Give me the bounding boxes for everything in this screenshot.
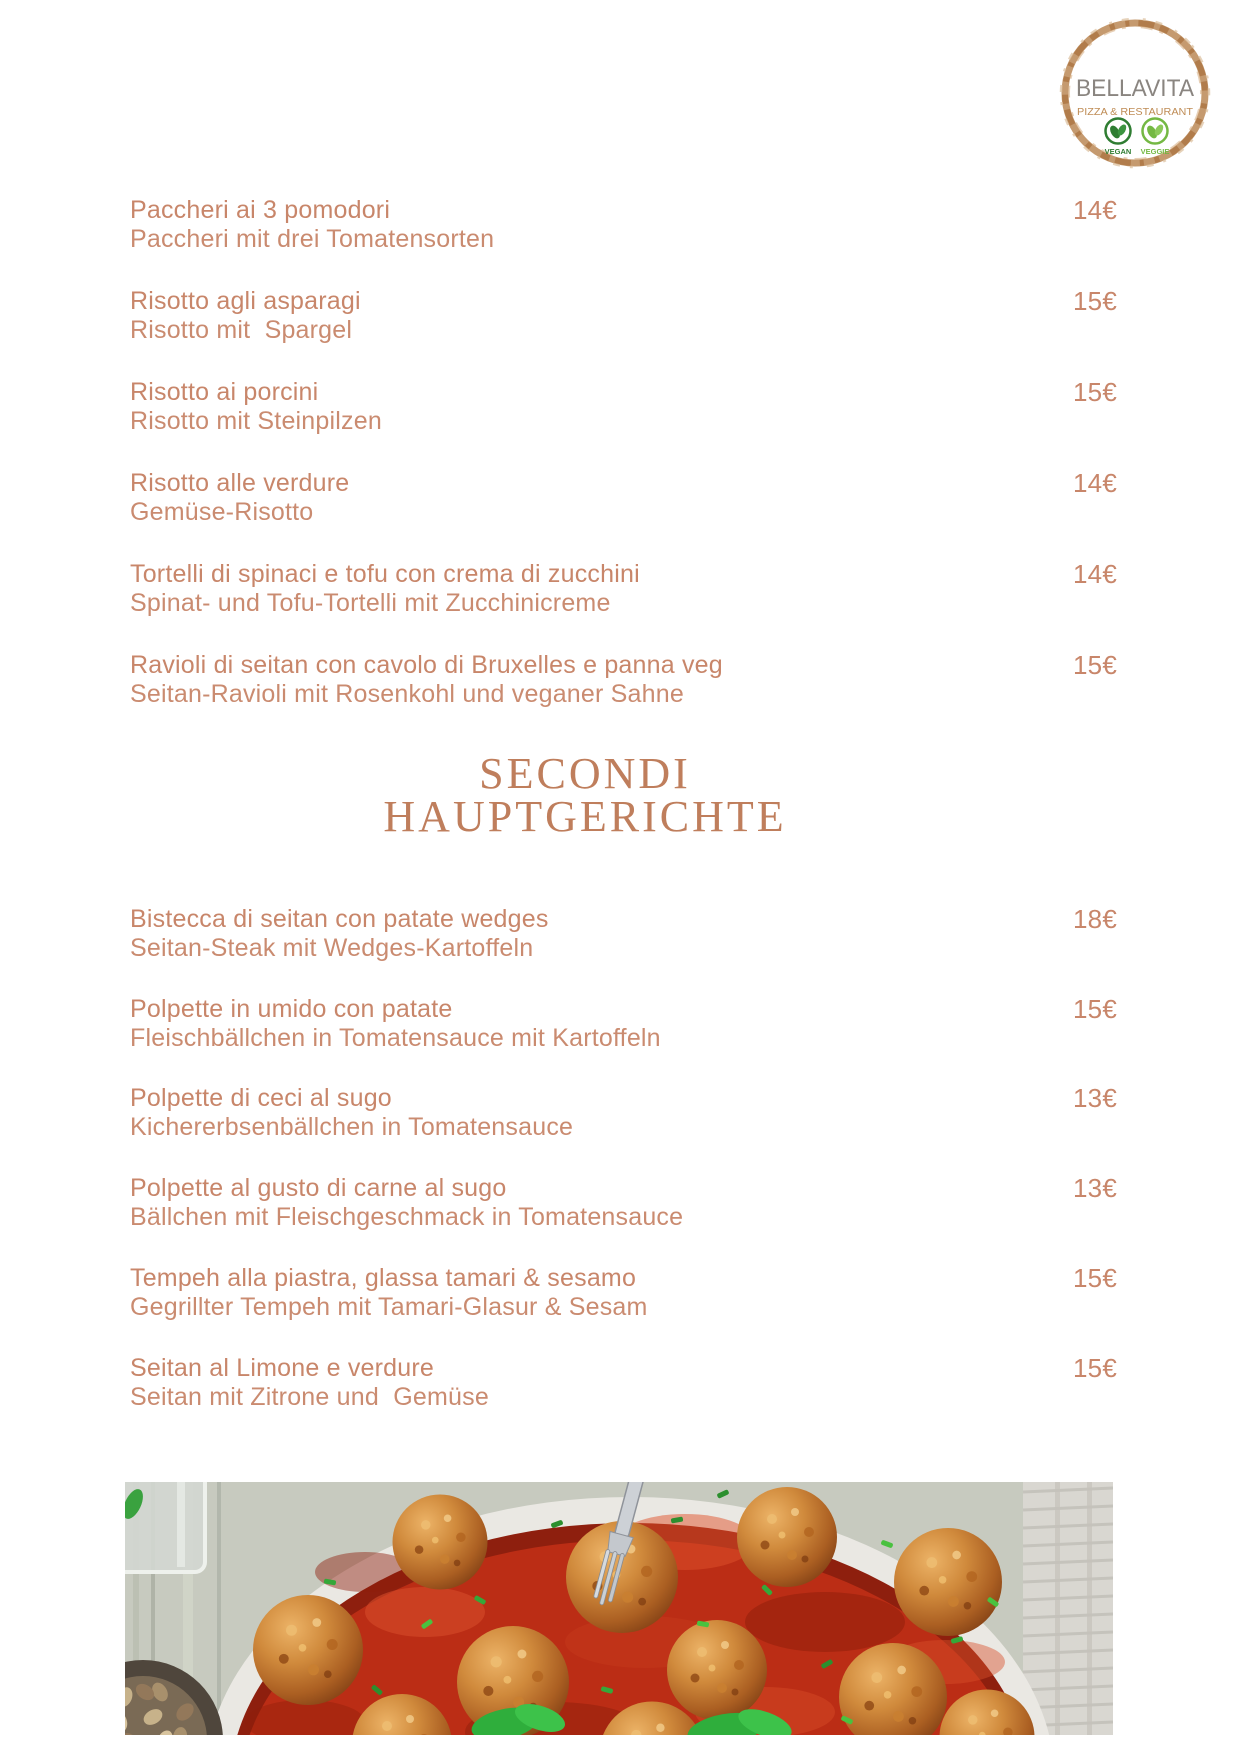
menu-item-price: 13€ [1073, 1083, 1117, 1113]
menu-item [130, 1173, 1117, 1232]
menu-item-price: 13€ [1073, 1173, 1117, 1203]
menu-item-title-it: Risotto ai porcini [130, 378, 319, 406]
menu-item-title-it: Polpette di ceci al sugo [130, 1084, 392, 1112]
section-heading-german: HAUPTGERICHTE [383, 792, 787, 841]
menu-item-price: 14€ [1073, 195, 1117, 225]
menu-item-title-de: Kichererbsenbällchen in Tomatensauce [130, 1113, 574, 1141]
vegan-badge-label: VEGAN [1104, 147, 1132, 156]
veggie-badge-label: VEGGIE [1140, 147, 1170, 156]
menu-item [130, 559, 1117, 618]
menu-item-title-it: Bistecca di seitan con patate wedges [130, 905, 549, 933]
menu-item-price: 15€ [1073, 286, 1117, 316]
menu-item-price: 15€ [1073, 1353, 1117, 1383]
menu-item [130, 1353, 1117, 1412]
menu-item-title-de: Fleischbällchen in Tomatensauce mit Kartoffeln [130, 1024, 661, 1052]
dish-photo [125, 1482, 1113, 1735]
menu-item-title-it: Tempeh alla piastra, glassa tamari & sesamo [130, 1264, 637, 1292]
vegan-badge [1105, 119, 1132, 157]
menu-item-title-it: Seitan al Limone e verdure [130, 1354, 434, 1382]
veggie-badge [1141, 119, 1170, 157]
menu-item-title-de: Gegrillter Tempeh mit Tamari-Glasur & Sesam [130, 1293, 648, 1321]
cloth-napkin [1023, 1482, 1113, 1735]
menu-item [130, 650, 1117, 709]
menu-item-title-it: Polpette al gusto di carne al sugo [130, 1174, 507, 1202]
menu-item [130, 1263, 1117, 1322]
menu-item [130, 195, 1117, 254]
menu-item-price: 14€ [1073, 559, 1117, 589]
menu-item [130, 904, 1117, 963]
menu-item [130, 286, 1117, 345]
menu-item-title-de: Paccheri mit drei Tomatensorten [130, 225, 495, 253]
glass [125, 1482, 205, 1572]
menu-item-title-de: Seitan-Ravioli mit Rosenkohl und veganer Sahne [130, 680, 684, 708]
section-heading [125, 749, 1045, 841]
menu-item-price: 15€ [1073, 650, 1117, 680]
restaurant-logo [1058, 16, 1212, 172]
menu-item-title-it: Risotto agli asparagi [130, 287, 361, 315]
menu-item-title-de: Spinat- und Tofu-Tortelli mit Zucchinicreme [130, 589, 611, 617]
menu-item-title-de: Seitan-Steak mit Wedges-Kartoffeln [130, 934, 534, 962]
brand-tagline: PIZZA & RESTAURANT [1077, 107, 1193, 118]
menu-item-price: 15€ [1073, 1263, 1117, 1293]
menu-item-title-de: Seitan mit Zitrone und Gemüse [130, 1383, 489, 1411]
menu-item-title-it: Ravioli di seitan con cavolo di Bruxelles e panna veg [130, 651, 723, 679]
menu-item-price: 14€ [1073, 468, 1117, 498]
logo-graphic [1058, 16, 1212, 172]
menu-item-title-it: Paccheri ai 3 pomodori [130, 196, 391, 224]
menu-item [130, 377, 1117, 436]
brand-name: BELLAVITA [1076, 75, 1194, 102]
menu-item-title-it: Polpette in umido con patate [130, 995, 453, 1023]
menu-item-price: 15€ [1073, 994, 1117, 1024]
section-heading-italian: SECONDI [479, 749, 691, 798]
menu-item [130, 468, 1117, 527]
menu-item [130, 1083, 1117, 1142]
menu-item-title-it: Tortelli di spinaci e tofu con crema di zucchini [130, 560, 640, 588]
menu-item-title-it: Risotto alle verdure [130, 469, 350, 497]
menu-item-title-de: Risotto mit Spargel [130, 316, 353, 344]
menu-item-title-de: Risotto mit Steinpilzen [130, 407, 382, 435]
menu-item-title-de: Gemüse-Risotto [130, 498, 314, 526]
menu-item [130, 994, 1117, 1053]
menu-item-price: 15€ [1073, 377, 1117, 407]
menu-item-price: 18€ [1073, 904, 1117, 934]
menu-item-title-de: Bällchen mit Fleischgeschmack in Tomatensauce [130, 1203, 684, 1231]
